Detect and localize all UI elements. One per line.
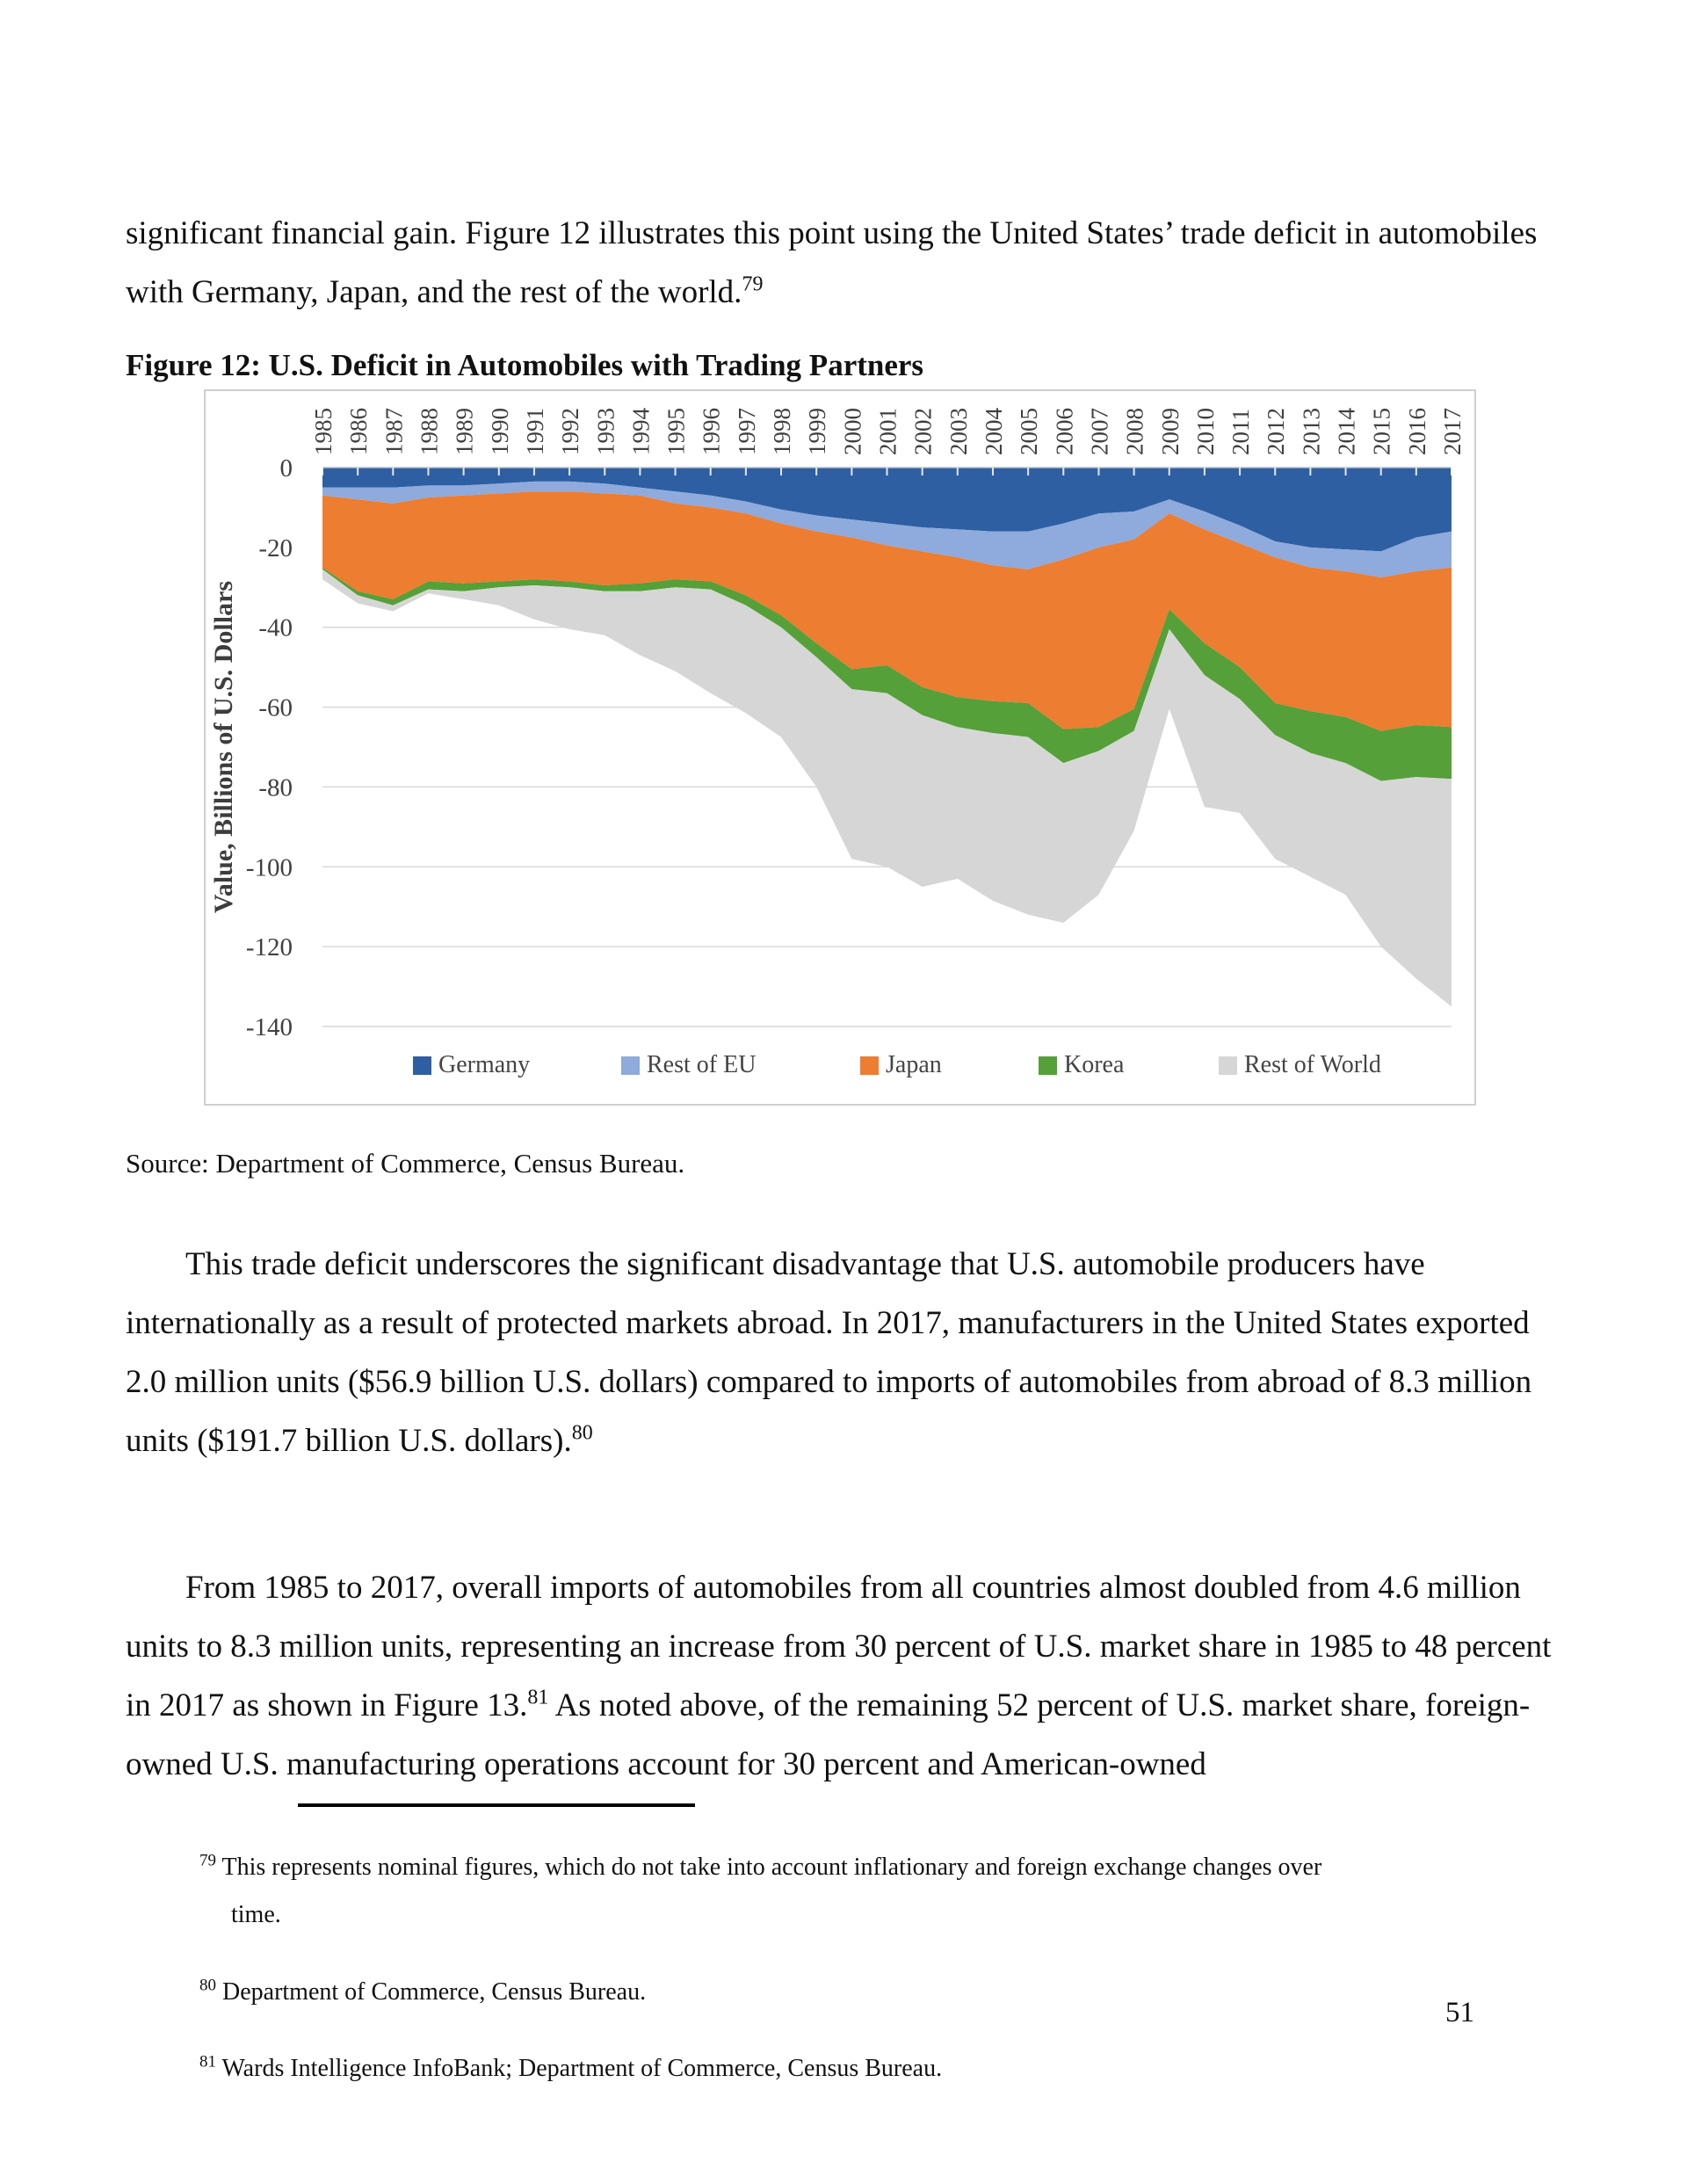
svg-text:1995: 1995 (662, 408, 690, 455)
svg-text:-20: -20 (258, 533, 293, 562)
footnote-ref-80: 80 (571, 1421, 593, 1445)
svg-text:1993: 1993 (592, 408, 619, 455)
svg-text:1991: 1991 (521, 408, 548, 455)
legend-label-germany: Germany (438, 1051, 531, 1078)
svg-text:0: 0 (279, 454, 293, 483)
legend-swatch-rest-of-world (1219, 1056, 1237, 1075)
footnote-79-line1: This represents nominal figures, which do not take into account inflationary and foreign exchange changes over (221, 1854, 1322, 1881)
intro-paragraph (126, 204, 1562, 322)
svg-text:2001: 2001 (874, 408, 901, 455)
y-axis-labels (246, 454, 293, 1041)
svg-text:-120: -120 (245, 933, 293, 962)
x-axis-labels (310, 408, 1466, 456)
svg-text:1986: 1986 (345, 408, 373, 455)
legend-swatch-germany (413, 1056, 431, 1075)
svg-text:1996: 1996 (698, 408, 725, 455)
svg-text:1990: 1990 (486, 408, 513, 455)
svg-text:1997: 1997 (733, 408, 760, 455)
paragraph-3-text-after: As noted above, of the remaining 52 percent of U.S. market share, foreign-owned U.S. manufacturing operations account for 30 percent and American-owned (126, 1687, 1531, 1782)
svg-text:2000: 2000 (839, 408, 866, 455)
svg-text:1994: 1994 (627, 408, 655, 455)
svg-text:-60: -60 (258, 693, 293, 722)
svg-text:2017: 2017 (1439, 408, 1466, 455)
footnote-ref-81: 81 (527, 1686, 549, 1709)
legend-label-japan: Japan (886, 1051, 942, 1078)
legend-label-rest-of-eu: Rest of EU (647, 1051, 757, 1078)
footnote-ref-79: 79 (742, 272, 764, 296)
footnote-79-marker: 79 (199, 1851, 216, 1870)
footnote-80 (199, 1969, 1544, 2016)
svg-text:2015: 2015 (1368, 408, 1395, 455)
svg-text:2003: 2003 (945, 408, 972, 455)
svg-text:1998: 1998 (769, 408, 796, 455)
svg-text:2007: 2007 (1086, 408, 1113, 455)
paragraph-2-text: This trade deficit underscores the significant disadvantage that U.S. automobile producers have internationally as a result of protected markets abroad. In 2017, manufacturers in the United States exported 2.0 million units ($56.9 billion U.S. dollars) compared to imports of automobiles from abroad of 8.3 million units ($191.7 billion U.S. dollars). (126, 1246, 1532, 1459)
footnote-81-line1: Wards Intelligence InfoBank; Department of Commerce, Census Bureau. (221, 2055, 943, 2082)
footnote-79 (199, 1844, 1544, 1939)
svg-text:2010: 2010 (1191, 408, 1219, 455)
legend-swatch-japan (860, 1056, 879, 1075)
svg-text:2006: 2006 (1051, 408, 1078, 455)
footnote-79-line2: time. (231, 1901, 281, 1928)
svg-text:2008: 2008 (1121, 408, 1148, 455)
y-axis-title: Value, Billions of U.S. Dollars (209, 580, 238, 914)
svg-text:-40: -40 (258, 613, 293, 642)
svg-text:-80: -80 (258, 773, 293, 802)
svg-text:2012: 2012 (1263, 408, 1290, 455)
legend-label-rest-of-world: Rest of World (1244, 1051, 1381, 1078)
legend-label-korea: Korea (1064, 1051, 1125, 1078)
body-paragraph-3 (126, 1558, 1562, 1794)
chart-svg (206, 391, 1474, 1104)
figure-title: Figure 12: U.S. Deficit in Automobiles with Trading Partners (126, 348, 924, 382)
footnote-80-marker: 80 (199, 1976, 216, 1995)
svg-text:2011: 2011 (1227, 409, 1255, 455)
svg-text:2016: 2016 (1403, 408, 1430, 455)
svg-text:1999: 1999 (804, 408, 831, 455)
svg-text:2002: 2002 (909, 408, 937, 455)
svg-text:2014: 2014 (1333, 408, 1360, 455)
svg-text:2004: 2004 (980, 408, 1007, 455)
legend-swatch-rest-of-eu (621, 1056, 640, 1075)
legend-swatch-korea (1039, 1056, 1057, 1075)
svg-text:1987: 1987 (380, 408, 408, 455)
footnote-81-marker: 81 (199, 2052, 216, 2072)
figure-12-chart (204, 389, 1476, 1106)
figure-source: Source: Department of Commerce, Census Bureau. (126, 1148, 685, 1179)
footnote-separator (298, 1803, 695, 1807)
svg-text:-140: -140 (245, 1013, 293, 1041)
svg-text:2009: 2009 (1156, 408, 1184, 455)
svg-text:2013: 2013 (1298, 408, 1325, 455)
svg-text:1988: 1988 (416, 408, 443, 455)
svg-text:1985: 1985 (310, 408, 337, 455)
svg-text:-100: -100 (245, 853, 293, 882)
paragraph-3-text-before: From 1985 to 2017, overall imports of automobiles from all countries almost doubled from 4.6 million units to 8.3 million units, representing an increase from 30 percent of U.S. market share in 1985 to 48 percent in 2017 as shown in Figure 13. (126, 1570, 1552, 1723)
svg-text:1989: 1989 (451, 408, 478, 455)
page-number: 51 (1445, 1997, 1474, 2028)
svg-text:1992: 1992 (557, 408, 584, 455)
svg-text:2005: 2005 (1016, 408, 1043, 455)
stacked-areas (322, 468, 1452, 1006)
chart-legend (413, 1051, 1381, 1078)
footnote-81 (199, 2045, 1544, 2093)
body-paragraph-2 (126, 1235, 1562, 1470)
footnote-80-line1: Department of Commerce, Census Bureau. (222, 1978, 647, 2006)
intro-paragraph-text: significant financial gain. Figure 12 illustrates this point using the United States’ trade deficit in automobiles with Germany, Japan, and the rest of the world. (126, 215, 1538, 310)
